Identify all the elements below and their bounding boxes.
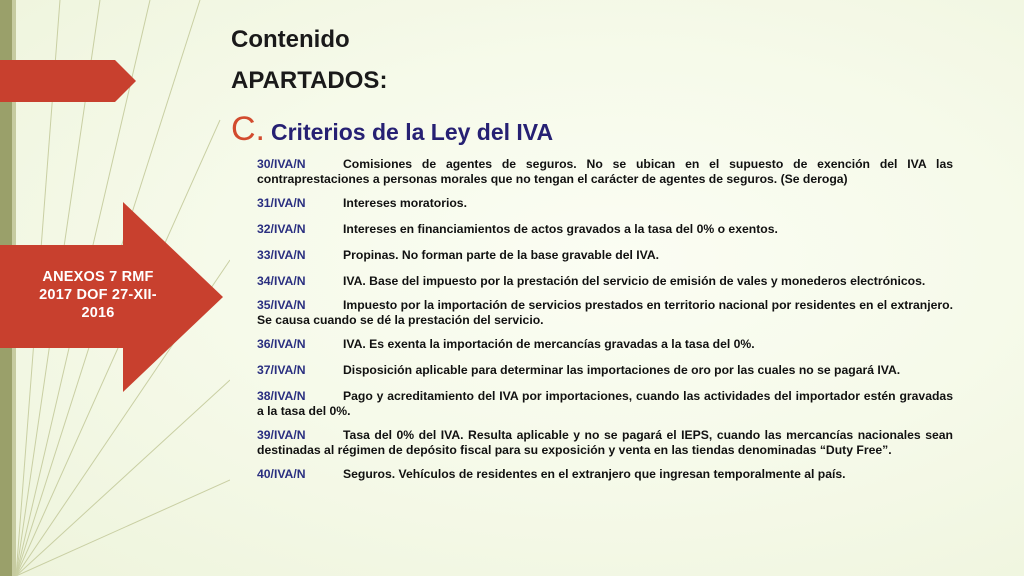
criteria-item xyxy=(257,196,953,211)
section-heading xyxy=(231,110,553,149)
criteria-list xyxy=(257,157,953,493)
section-title: Criterios de la Ley del IVA xyxy=(271,119,554,145)
criteria-item xyxy=(257,389,953,419)
criteria-code: 39/IVA/N xyxy=(257,428,306,442)
criteria-code: 37/IVA/N xyxy=(257,363,306,377)
criteria-text: Intereses moratorios. xyxy=(343,196,467,210)
criteria-code: 30/IVA/N xyxy=(257,157,306,171)
criteria-code: 32/IVA/N xyxy=(257,222,306,236)
criteria-code: 33/IVA/N xyxy=(257,248,306,262)
criteria-item xyxy=(257,428,953,458)
criteria-text: Pago y acreditamiento del IVA por importaciones, cuando las actividades del importador estén gravadas a la tasa del 0%. xyxy=(257,389,953,418)
criteria-item xyxy=(257,298,953,328)
criteria-item xyxy=(257,248,953,263)
criteria-text: Impuesto por la importación de servicios prestados en territorio nacional por residentes en el extranjero. Se causa cuando se dé la prestación del servicio. xyxy=(257,298,953,327)
criteria-text: IVA. Es exenta la importación de mercancías gravadas a la tasa del 0%. xyxy=(343,337,755,351)
criteria-item xyxy=(257,337,953,352)
criteria-code: 38/IVA/N xyxy=(257,389,306,403)
section-letter: C. xyxy=(231,110,265,148)
criteria-code: 31/IVA/N xyxy=(257,196,306,210)
side-arrow-shape xyxy=(0,0,230,400)
side-arrow-label: ANEXOS 7 RMF 2017 DOF 27-XII-2016 xyxy=(39,269,157,321)
criteria-text: Disposición aplicable para determinar las importaciones de oro por las cuales no se pagará IVA. xyxy=(343,363,901,377)
criteria-item xyxy=(257,274,953,289)
criteria-text: IVA. Base del impuesto por la prestación del servicio de emisión de vales y monederos electrónicos. xyxy=(343,274,926,288)
criteria-text: Intereses en financiamientos de actos gravados a la tasa del 0% o exentos. xyxy=(343,222,778,236)
criteria-text: Comisiones de agentes de seguros. No se ubican en el supuesto de exención del IVA las contraprestaciones a personas morales que no tengan el carácter de agentes de seguros. (Se deroga) xyxy=(257,157,953,186)
criteria-code: 35/IVA/N xyxy=(257,298,306,312)
heading-apartados: APARTADOS: xyxy=(231,67,388,94)
criteria-code: 40/IVA/N xyxy=(257,467,306,481)
criteria-code: 36/IVA/N xyxy=(257,337,306,351)
criteria-item xyxy=(257,363,953,378)
criteria-text: Seguros. Vehículos de residentes en el extranjero que ingresan temporalmente al país. xyxy=(343,467,846,481)
criteria-item xyxy=(257,222,953,237)
criteria-item xyxy=(257,157,953,187)
criteria-text: Propinas. No forman parte de la base gravable del IVA. xyxy=(343,248,660,262)
criteria-item xyxy=(257,467,953,482)
criteria-code: 34/IVA/N xyxy=(257,274,306,288)
criteria-text: Tasa del 0% del IVA. Resulta aplicable y no se pagará el IEPS, cuando las mercancías nacionales sean destinadas al régimen de depósito fiscal para su exposición y venta en las tiendas denominadas “Duty Free”. xyxy=(257,428,953,457)
heading-contenido: Contenido xyxy=(231,26,350,53)
